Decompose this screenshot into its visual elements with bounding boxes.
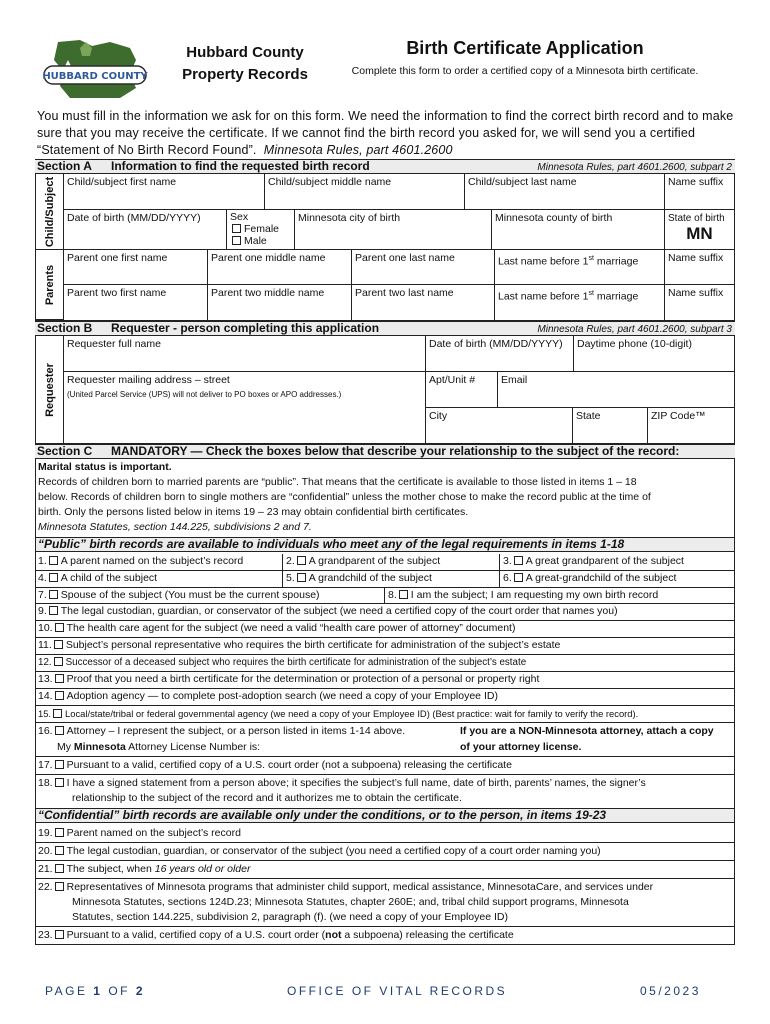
county-name: Hubbard County Property Records [182, 44, 308, 83]
non-mn-attorney-note: If you are a NON-Minnesota attorney, attach a copy [460, 725, 714, 737]
requester-email-field[interactable]: Email [498, 372, 734, 408]
requester-city-field[interactable]: City [426, 408, 573, 444]
requester-apt-field[interactable]: Apt/Unit # [426, 372, 498, 408]
item-15[interactable]: 15. Local/state/tribal or federal governmental agency (we need a copy of your Employee ID) (Best practice: wait for family to verify the record). [38, 708, 639, 719]
item-8[interactable]: 8. I am the subject; I am requesting my own birth record [388, 589, 659, 601]
page-subtitle: Complete this form to order a certified copy of a Minnesota birth certificate. [351, 65, 699, 77]
item-15-checkbox[interactable] [53, 709, 62, 718]
public-records-header: “Public” birth records are available to individuals who meet any of the legal requirements in items 1-18 [36, 537, 734, 552]
item-7-checkbox[interactable] [49, 590, 58, 599]
child-suffix-field[interactable]: Name suffix [665, 174, 734, 210]
male-checkbox[interactable] [232, 236, 241, 245]
item-22[interactable]: 22. Representatives of Minnesota programs that administer child support, medical assistance, MinnesotaCare, and services under [38, 881, 654, 893]
requester-zip-field[interactable]: ZIP Code™ [651, 410, 706, 422]
parent1-last-field[interactable]: Parent one last name [352, 250, 495, 285]
item-12-checkbox[interactable] [54, 657, 63, 666]
requester-dob-field[interactable]: Date of birth (MM/DD/YYYY) [426, 336, 574, 372]
child-first-name-field[interactable]: Child/subject first name [64, 174, 265, 210]
parent2-middle-field[interactable]: Parent two middle name [208, 285, 352, 320]
office-name: OFFICE OF VITAL RECORDS [287, 984, 508, 998]
section-c-header: Section C MANDATORY — Check the boxes below that describe your relationship to the subject of the record: [35, 444, 735, 459]
item-16-checkbox[interactable] [55, 726, 64, 735]
item-19-checkbox[interactable] [55, 828, 64, 837]
marital-note: Marital status is important. [38, 461, 172, 473]
birth-state-field: State of birth MN [665, 210, 734, 250]
item-14[interactable]: 14. Adoption agency — to complete post-adoption search (we need a copy of your Employee ID) [38, 690, 498, 702]
item-12[interactable]: 12. Successor of a deceased subject who requires the birth certificate for administration of the subject’s estate [38, 657, 527, 668]
birth-county-field[interactable]: Minnesota county of birth [492, 210, 665, 250]
section-c-body: Marital status is important. Records of children born to married parents are “public”. That means that the certificate is available to those listed in items 1 – 18 below. Records of children born to single mothers are “confidential” unless the mother chose to make the record public at the time of birth. Only the persons listed below in items 19 – 23 may obtain confidential birth certificates. Minnesota Statutes, section 144.225, subdivisions 2 and 7. “Public” birth records are available to individuals who meet any of the legal requirements in items 1-18 1. A parent named on the subject’s record 2. A grandparent of the subject 3. A great grandparent of the subject 4. A child of the subject 5. A grandchild of the subject 6. A great-grandchild of the subject 7. Spouse of the subject (You must be the current spouse) 8. I am the subject; I am requesting my own birth record 9. The legal custodian, guardian, or conservator of the subject (we need a certified copy of the court order that names you) 10. The health care agent for the subject (we need a valid “health care power of attorney” document) 11. Subject’s personal representative who requires the birth certificate for administration of the subject’s estate 12. Successor of a deceased subject who requires the birth certificate for administration of the subject’s estate 13. Proof that you need a birth certificate for the determination or protection of a personal or property right 14. Adoption agency — to complete post-adoption search (we need a copy of your Employee ID) 15. Local/state/tribal or federal governmental agency (we need a copy of your Employee ID) (Best practice: wait for family to verify the record). 16. Attorney – I represent the subject, or a person listed in items 1-14 above. My Minnesota Attorney License Number is: If you are a NON-Minnesota attorney, attach a copy of your attorney license. 17. Pursuant to a valid, certified copy of a U.S. court order (not a subpoena) releasing the certificate 18. I have a signed statement from a person above; it specifies the subject’s full name, date of birth, parents’ names, the signer’s relationship to the subject of the record and it authorizes me to obtain the certificate. “Confidential” birth records are available only under the conditions, or to the person, in items 19-23 19. Parent named on the subject’s record 20. The legal custodian, guardian, or conservator of the subject (you need a certified copy of a court order naming you) 21. The subject, when 16 years old or older 22. Representatives of Minnesota programs that administer child support, medical assistance, MinnesotaCare, and services under Minnesota Statutes, sections 124D.23; Minnesota Statutes, chapter 260E; and, tribal child support programs, Minnesota Statutes, section 144.225, subdivision 2, paragraph (f). (we need a copy of your Employee ID) 23. Pursuant to a valid, certified copy of a U.S. court order (not a subpoena) releasing the certificate [35, 459, 735, 945]
item-17[interactable]: 17. Pursuant to a valid, certified copy of a U.S. court order (not a subpoena) releasing the certificate [38, 759, 512, 771]
female-checkbox[interactable] [232, 224, 241, 233]
item-14-checkbox[interactable] [55, 691, 64, 700]
item-2-checkbox[interactable] [297, 556, 306, 565]
side-label-requester: Requester [36, 336, 64, 443]
birth-city-field[interactable]: Minnesota city of birth [295, 210, 492, 250]
page-number: PAGE 1 OF 2 [45, 984, 146, 998]
item-5[interactable]: 5. A grandchild of the subject [286, 572, 432, 584]
item-18-checkbox[interactable] [55, 778, 64, 787]
parent2-last-field[interactable]: Parent two last name [352, 285, 495, 320]
item-1[interactable]: 1. A parent named on the subject’s record [38, 555, 244, 567]
child-middle-name-field[interactable]: Child/subject middle name [265, 174, 465, 210]
section-b-grid [35, 336, 735, 444]
male-option[interactable]: Male [230, 235, 291, 247]
attorney-license-line: My Minnesota Attorney License Number is: [57, 741, 261, 753]
item-2[interactable]: 2. A grandparent of the subject [286, 555, 441, 567]
parent2-maiden-field[interactable]: Last name before 1st marriage [495, 285, 665, 320]
parent1-middle-field[interactable]: Parent one middle name [208, 250, 352, 285]
item-16[interactable]: 16. Attorney – I represent the subject, or a person listed in items 1-14 above. [38, 725, 406, 737]
requester-name-field[interactable]: Requester full name [64, 336, 426, 372]
item-4[interactable]: 4. A child of the subject [38, 572, 158, 584]
item-8-checkbox[interactable] [399, 590, 408, 599]
item-18[interactable]: 18. I have a signed statement from a person above; it specifies the subject’s full name, date of birth, parents’ names, the signer’s [38, 777, 646, 789]
intro-rule: Minnesota Rules, part 4601.2600 [263, 143, 453, 157]
section-a-header: Section A Information to find the requested birth record Minnesota Rules, part 4601.2600, subpart 2 [35, 159, 735, 174]
form-date: 05/2023 [640, 984, 701, 998]
item-13-checkbox[interactable] [55, 674, 64, 683]
section-a-grid [35, 174, 735, 321]
item-17-checkbox[interactable] [55, 760, 64, 769]
item-10-checkbox[interactable] [55, 623, 64, 632]
parent1-suffix-field[interactable]: Name suffix [665, 250, 734, 285]
child-last-name-field[interactable]: Child/subject last name [465, 174, 665, 210]
item-23[interactable]: 23. Pursuant to a valid, certified copy of a U.S. court order (not a subpoena) releasing the certificate [38, 929, 514, 941]
item-7[interactable]: 7. Spouse of the subject (You must be the current spouse) [38, 589, 320, 601]
logo-text: HUBBARD COUNTY [42, 71, 148, 82]
item-5-checkbox[interactable] [297, 573, 306, 582]
item-4-checkbox[interactable] [49, 573, 58, 582]
requester-street-field[interactable]: Requester mailing address – street (United Parcel Service (UPS) will not deliver to PO boxes or APO addresses.) [64, 372, 426, 444]
item-23-checkbox[interactable] [55, 930, 64, 939]
item-1-checkbox[interactable] [49, 556, 58, 565]
item-20-checkbox[interactable] [55, 846, 64, 855]
item-3-checkbox[interactable] [514, 556, 523, 565]
item-11-checkbox[interactable] [54, 640, 63, 649]
state-value: MN [686, 224, 713, 243]
item-6-checkbox[interactable] [514, 573, 523, 582]
item-22-checkbox[interactable] [55, 882, 64, 891]
sex-field: Sex Female Male [227, 210, 295, 250]
female-option[interactable]: Female [230, 223, 291, 235]
page-title: Birth Certificate Application [406, 38, 644, 58]
side-label-parents: Parents [36, 250, 64, 320]
requester-phone-field[interactable]: Daytime phone (10-digit) [574, 336, 734, 372]
item-19[interactable]: 19. Parent named on the subject’s record [38, 827, 241, 839]
requester-state-field[interactable]: State [573, 408, 648, 444]
item-20[interactable]: 20. The legal custodian, guardian, or conservator of the subject (you need a certified copy of a court order naming you) [38, 845, 601, 857]
parent1-maiden-field[interactable]: Last name before 1st marriage [495, 250, 665, 285]
ups-note: (United Parcel Service (UPS) will not deliver to PO boxes or APO addresses.) [67, 390, 342, 399]
section-b-header: Section B Requester - person completing this application Minnesota Rules, part 4601.2600, subpart 3 [35, 321, 735, 336]
intro-paragraph: You must fill in the information we ask for on this form. We need the information to find the correct birth record and to make sure that you may receive the certificate. If we cannot find the birth record you asked for, we will send you a certified “Statement of No Birth Record Found”. Minnesota Rules, part 4601.2600 [37, 109, 734, 157]
header [0, 0, 770, 110]
item-21[interactable]: 21. The subject, when 16 years old or older [38, 863, 251, 875]
hubbard-county-logo [40, 38, 150, 100]
item-10[interactable]: 10. The health care agent for the subject (we need a valid “health care power of attorney” document) [38, 622, 516, 634]
parent2-first-field[interactable]: Parent two first name [64, 285, 208, 320]
confidential-records-header: “Confidential” birth records are available only under the conditions, or to the person, in items 19-23 [36, 808, 734, 823]
item-3[interactable]: 3. A great grandparent of the subject [503, 555, 684, 567]
child-dob-field[interactable]: Date of birth (MM/DD/YYYY) [64, 210, 227, 250]
parent2-suffix-field[interactable]: Name suffix [668, 287, 724, 299]
item-9[interactable]: 9. The legal custodian, guardian, or conservator of the subject (we need a certified copy of the court order that names you) [38, 605, 618, 617]
item-11[interactable]: 11. Subject’s personal representative who requires the birth certificate for administration of the subject’s estate [38, 639, 561, 651]
side-label-child: Child/Subject [36, 174, 64, 250]
parent1-first-field[interactable]: Parent one first name [64, 250, 208, 285]
item-13[interactable]: 13. Proof that you need a birth certificate for the determination or protection of a personal or property right [38, 673, 540, 685]
item-6[interactable]: 6. A great-grandchild of the subject [503, 572, 677, 584]
item-21-checkbox[interactable] [55, 864, 64, 873]
statute-note: Minnesota Statutes, section 144.225, subdivisions 2 and 7. [38, 521, 312, 533]
item-9-checkbox[interactable] [49, 606, 58, 615]
